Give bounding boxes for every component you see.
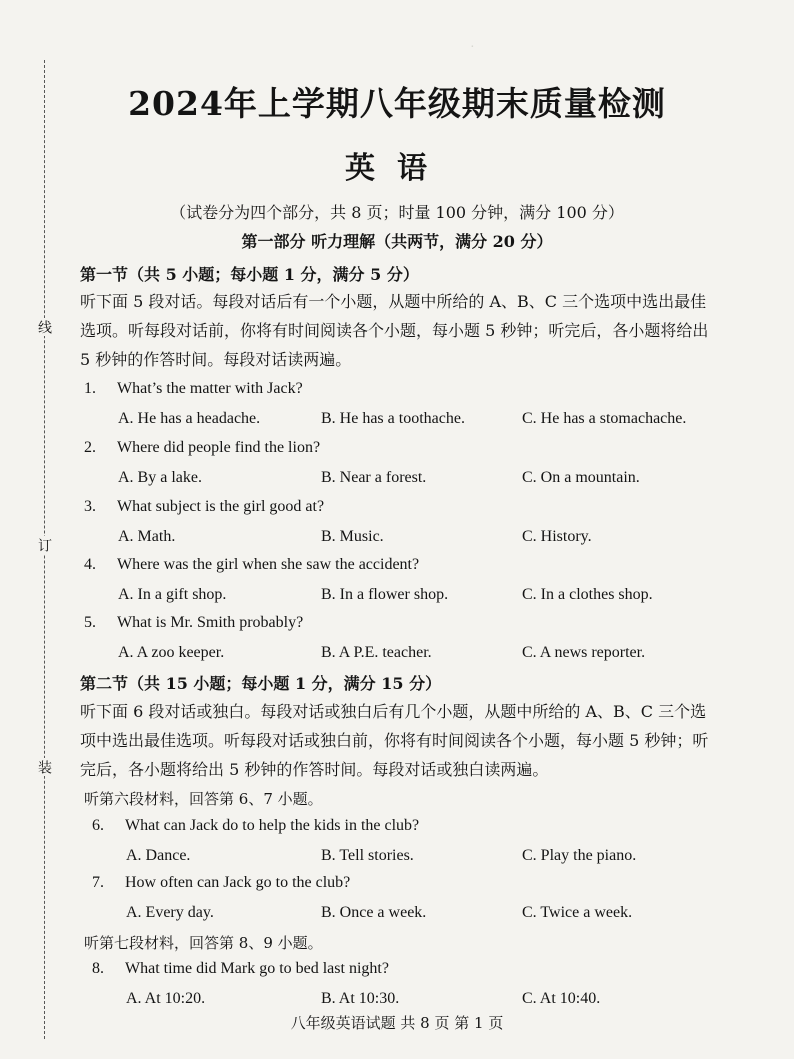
option-b: B. A P.E. teacher. — [321, 644, 432, 661]
option-b: B. He has a toothache. — [321, 410, 465, 427]
subject-title: 英语 — [345, 151, 449, 186]
exam-title: 2024年上学期八年级期末质量检测 — [128, 84, 666, 123]
option-b: B. In a flower shop. — [321, 586, 449, 603]
bleed-through: · — [470, 40, 475, 55]
option-b: B. Near a forest. — [321, 469, 427, 486]
question-number: 2. — [84, 439, 96, 456]
material-7-note: 听第七段材料，回答第 8、9 小题。 — [84, 934, 323, 952]
question-text: Where was the girl when she saw the accident? — [117, 556, 420, 573]
option-a: A. Every day. — [126, 904, 214, 921]
option-a: A. A zoo keeper. — [118, 644, 225, 661]
binding-label-ding: 订 — [36, 538, 52, 552]
question-text: What’s the matter with Jack? — [117, 380, 303, 397]
question-text: Where did people find the lion? — [117, 439, 321, 456]
question-number: 1. — [84, 380, 96, 397]
question-number: 4. — [84, 556, 96, 573]
option-b: B. At 10:30. — [321, 990, 400, 1007]
section2-instructions: 听下面 6 段对话或独白。每段对话或独白后有几个小题，从题中所给的 A、B、C 三个选项中选出最佳选项。听每段对话或独白前，你将有时间阅读各个小题，每小题 5 秒钟；听完后，各小题将给出 5 秒钟的作答时间。每段对话或独白读两遍。 — [80, 702, 709, 779]
option-c: C. On a mountain. — [522, 469, 640, 486]
option-b: B. Tell stories. — [321, 847, 414, 864]
option-b: B. Music. — [321, 528, 384, 545]
option-a: A. In a gift shop. — [118, 586, 227, 603]
exam-note: （试卷分为四个部分，共 8 页；时量 100 分钟，满分 100 分） — [170, 203, 624, 222]
question-number: 6. — [92, 817, 104, 834]
question-text: What can Jack do to help the kids in the club? — [125, 817, 420, 834]
option-c: C. At 10:40. — [522, 990, 601, 1007]
question-number: 5. — [84, 614, 96, 631]
section1-instructions: 听下面 5 段对话。每段对话后有一个小题，从题中所给的 A、B、C 三个选项中选出最佳选项。听每段对话前，你将有时间阅读各个小题，每小题 5 秒钟；听完后，各小题将给出 5 秒钟的作答时间。每段对话读两遍。 — [80, 292, 709, 369]
question-text: What is Mr. Smith probably? — [117, 614, 304, 631]
option-c: C. Twice a week. — [522, 904, 633, 921]
option-c: C. He has a stomachache. — [522, 410, 687, 427]
option-a: A. At 10:20. — [126, 990, 206, 1007]
question-number: 7. — [92, 874, 104, 891]
option-a: A. Dance. — [126, 847, 191, 864]
section1-title: 第一节（共 5 小题；每小题 1 分，满分 5 分） — [80, 265, 419, 284]
section2-title: 第二节（共 15 小题；每小题 1 分，满分 15 分） — [80, 674, 442, 693]
option-b: B. Once a week. — [321, 904, 427, 921]
question-text: What time did Mark go to bed last night? — [125, 960, 389, 977]
option-c: C. History. — [522, 528, 592, 545]
option-a: A. By a lake. — [118, 469, 202, 486]
question-number: 3. — [84, 498, 96, 515]
material-6-note: 听第六段材料，回答第 6、7 小题。 — [84, 790, 323, 808]
part-title: 第一部分 听力理解（共两节，满分 20 分） — [241, 232, 553, 251]
question-text: How often can Jack go to the club? — [125, 874, 351, 891]
option-c: C. Play the piano. — [522, 847, 637, 864]
binding-label-xian: 线 — [36, 320, 52, 334]
question-text: What subject is the girl good at? — [117, 498, 325, 515]
option-c: C. A news reporter. — [522, 644, 646, 661]
option-a: A. Math. — [118, 528, 176, 545]
option-a: A. He has a headache. — [118, 410, 261, 427]
question-number: 8. — [92, 960, 104, 977]
binding-label-zhuang: 装 — [36, 760, 52, 774]
option-c: C. In a clothes shop. — [522, 586, 653, 603]
page-footer: 八年级英语试题 共 8 页 第 1 页 — [290, 1014, 504, 1032]
